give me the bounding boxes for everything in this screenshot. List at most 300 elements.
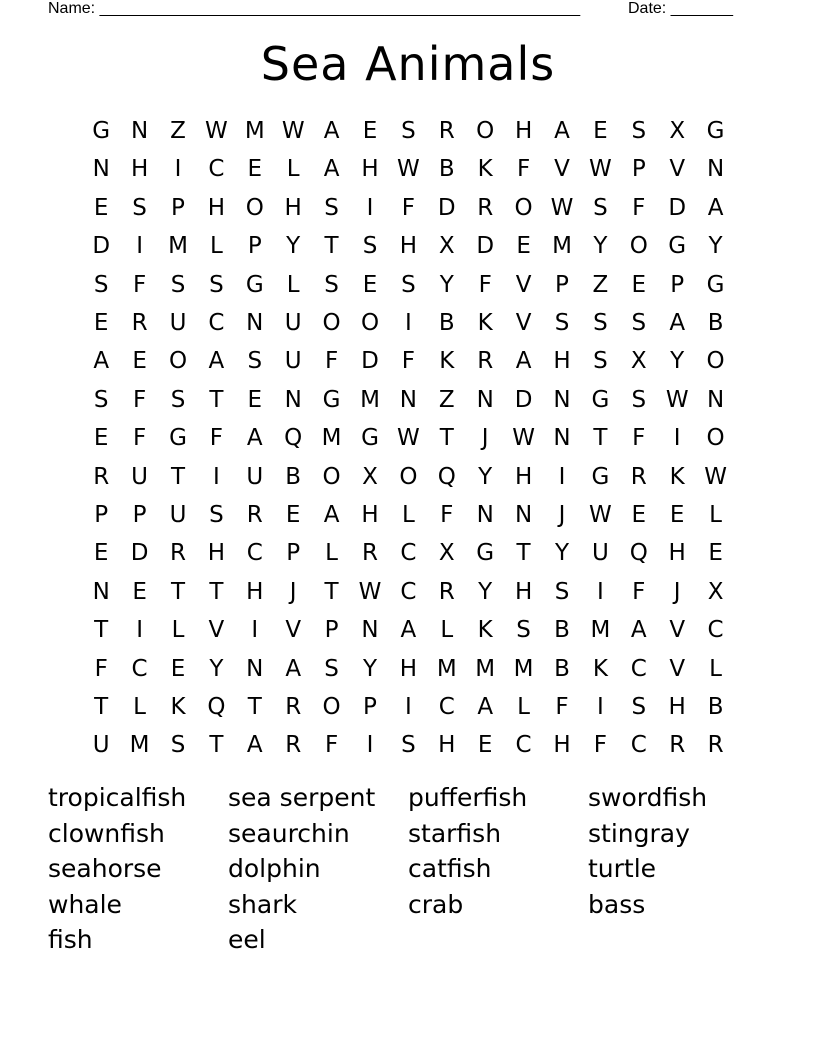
grid-letter[interactable]: T	[94, 617, 109, 644]
grid-letter[interactable]: Y	[362, 655, 378, 682]
grid-letter[interactable]: N	[246, 655, 264, 682]
grid-letter[interactable]: I	[136, 233, 143, 260]
grid-letter[interactable]: V	[285, 617, 302, 644]
grid-letter[interactable]: H	[553, 732, 571, 759]
grid-letter[interactable]: X	[630, 348, 647, 375]
grid-letter[interactable]: Y	[439, 271, 454, 298]
grid-letter[interactable]: O	[629, 233, 648, 260]
grid-letter[interactable]: A	[630, 617, 647, 644]
grid-letter[interactable]: M	[436, 655, 457, 682]
grid-letter[interactable]: O	[168, 348, 188, 375]
grid-letter[interactable]: T	[170, 578, 186, 605]
grid-letter[interactable]: P	[631, 156, 646, 183]
grid-letter[interactable]: G	[591, 463, 610, 490]
grid-letter[interactable]: G	[92, 118, 111, 144]
grid-letter[interactable]: L	[209, 233, 223, 260]
grid-letter[interactable]: E	[631, 502, 647, 528]
grid-letter[interactable]: P	[363, 694, 377, 720]
grid-letter[interactable]: A	[554, 118, 570, 144]
grid-letter[interactable]: O	[360, 310, 380, 336]
grid-letter[interactable]: W	[358, 578, 382, 605]
grid-letter[interactable]: Q	[629, 540, 648, 567]
grid-letter[interactable]: F	[94, 655, 108, 682]
grid-letter[interactable]: E	[247, 386, 263, 413]
word-list-item: bass	[588, 889, 646, 919]
grid-letter[interactable]: K	[669, 463, 685, 490]
grid-letter[interactable]: E	[362, 118, 378, 144]
grid-letter[interactable]: N	[284, 386, 302, 413]
grid-letter[interactable]: M	[552, 233, 572, 260]
grid-letter[interactable]: V	[669, 617, 686, 644]
grid-letter[interactable]: S	[170, 732, 186, 759]
grid-letter[interactable]: D	[92, 233, 111, 260]
grid-letter[interactable]: W	[512, 425, 535, 452]
grid-letter[interactable]: I	[251, 617, 259, 644]
grid-letter[interactable]: E	[93, 425, 109, 452]
grid-letter[interactable]: E	[708, 540, 723, 567]
grid-letter[interactable]: R	[707, 732, 724, 759]
grid-letter[interactable]: K	[477, 310, 493, 336]
grid-letter[interactable]: W	[589, 502, 612, 528]
grid-letter[interactable]: M	[129, 732, 150, 759]
grid-letter[interactable]: S	[247, 348, 263, 375]
grid-letter[interactable]: F	[632, 578, 646, 605]
grid-letter[interactable]: T	[209, 732, 224, 759]
grid-letter[interactable]: G	[591, 386, 610, 413]
grid-letter[interactable]: E	[285, 502, 301, 528]
grid-letter[interactable]: I	[673, 425, 681, 452]
grid-letter[interactable]: A	[323, 118, 340, 144]
grid-letter[interactable]: H	[361, 156, 379, 183]
grid-letter[interactable]: C	[707, 617, 724, 644]
grid-letter[interactable]: I	[404, 694, 412, 720]
grid-letter[interactable]: S	[401, 271, 416, 298]
grid-letter[interactable]: R	[93, 463, 110, 490]
grid-row	[82, 534, 734, 572]
grid-letter[interactable]: N	[476, 386, 494, 413]
grid-letter[interactable]: N	[706, 386, 725, 413]
grid-letter[interactable]: S	[362, 233, 378, 260]
grid-letter[interactable]: N	[476, 502, 494, 528]
grid-letter[interactable]: O	[322, 463, 341, 490]
grid-letter[interactable]: H	[246, 578, 264, 605]
grid-letter[interactable]: H	[130, 156, 149, 183]
grid-letter[interactable]: X	[438, 233, 455, 260]
grid-letter[interactable]: D	[130, 540, 149, 567]
grid-letter[interactable]: P	[171, 194, 185, 221]
grid-letter[interactable]: S	[132, 194, 147, 221]
grid-letter[interactable]: L	[517, 694, 530, 720]
grid-letter[interactable]: S	[401, 732, 416, 759]
grid-letter[interactable]: G	[361, 425, 379, 452]
grid-letter[interactable]: G	[476, 540, 495, 567]
grid-letter[interactable]: Z	[592, 271, 609, 298]
grid-letter[interactable]: U	[92, 732, 110, 759]
grid-letter[interactable]: S	[170, 271, 186, 298]
grid-letter[interactable]: A	[323, 502, 340, 528]
grid-letter[interactable]: R	[438, 578, 455, 605]
grid-letter[interactable]: P	[324, 617, 339, 644]
grid-letter[interactable]: E	[477, 732, 493, 759]
grid-letter[interactable]: S	[631, 386, 647, 413]
grid-letter[interactable]: R	[669, 732, 686, 759]
grid-letter[interactable]: H	[361, 502, 379, 528]
grid-letter[interactable]: E	[93, 310, 109, 336]
grid-letter[interactable]: S	[170, 386, 186, 413]
grid-letter[interactable]: K	[439, 348, 455, 375]
grid-letter[interactable]: R	[170, 540, 186, 567]
grid-letter[interactable]: N	[92, 578, 110, 605]
grid-letter[interactable]: C	[438, 694, 455, 720]
name-field[interactable]: Name: ______________________________________________________	[48, 0, 581, 17]
grid-letter[interactable]: I	[174, 156, 182, 183]
grid-letter[interactable]: X	[669, 118, 686, 144]
grid-letter[interactable]: C	[208, 156, 225, 183]
grid-letter[interactable]: C	[131, 655, 148, 682]
grid-letter[interactable]: R	[477, 194, 494, 221]
grid-letter[interactable]: M	[244, 118, 265, 144]
grid-letter[interactable]: C	[246, 540, 263, 567]
grid-letter[interactable]: E	[516, 233, 531, 260]
grid-letter[interactable]: W	[281, 118, 305, 144]
header	[48, 0, 748, 20]
grid-letter[interactable]: H	[668, 540, 686, 567]
grid-letter[interactable]: I	[404, 310, 412, 336]
grid-letter[interactable]: E	[631, 271, 647, 298]
grid-letter[interactable]: I	[596, 694, 604, 720]
grid-letter[interactable]: L	[440, 617, 454, 644]
grid-letter[interactable]: F	[209, 425, 223, 452]
grid-letter[interactable]: W	[704, 463, 727, 490]
grid-letter[interactable]: U	[169, 502, 187, 528]
grid-letter[interactable]: Q	[437, 463, 456, 490]
grid-letter[interactable]: I	[596, 578, 604, 605]
grid-letter[interactable]: F	[132, 271, 147, 298]
grid-letter[interactable]: C	[630, 732, 647, 759]
grid-letter[interactable]: V	[669, 655, 686, 682]
grid-letter[interactable]: O	[514, 194, 533, 221]
grid-letter[interactable]: M	[475, 655, 496, 682]
grid-letter[interactable]: S	[631, 694, 647, 720]
grid-letter[interactable]: S	[554, 310, 570, 336]
grid-letter[interactable]: R	[477, 348, 494, 375]
grid-letter[interactable]: P	[555, 271, 569, 298]
grid-letter[interactable]: A	[515, 348, 532, 375]
grid-letter[interactable]: W	[589, 156, 612, 183]
grid-letter[interactable]: F	[632, 194, 646, 221]
grid-letter[interactable]: U	[246, 463, 264, 490]
grid-letter[interactable]: R	[630, 463, 647, 490]
grid-letter[interactable]: V	[554, 156, 570, 183]
grid-letter[interactable]: L	[286, 271, 300, 298]
grid-letter[interactable]: W	[397, 156, 420, 183]
grid-letter[interactable]: Z	[438, 386, 455, 413]
grid-letter[interactable]: Y	[670, 348, 685, 375]
grid-letter[interactable]: Y	[478, 463, 493, 490]
word-list-item: pufferfish	[408, 783, 528, 812]
grid-letter[interactable]: D	[437, 194, 456, 221]
grid-letter[interactable]: N	[706, 156, 725, 183]
grid-letter[interactable]: F	[632, 425, 646, 452]
grid-letter[interactable]: A	[246, 425, 263, 452]
grid-letter[interactable]: S	[93, 386, 109, 413]
grid-row	[82, 650, 734, 688]
grid-letter[interactable]: O	[399, 463, 418, 490]
grid-letter[interactable]: E	[669, 502, 685, 528]
grid-letter[interactable]: T	[209, 386, 224, 413]
grid-letter[interactable]: T	[209, 578, 224, 605]
grid-letter[interactable]: E	[93, 194, 109, 221]
grid-letter[interactable]: E	[247, 156, 263, 183]
grid-letter[interactable]: N	[553, 386, 571, 413]
grid-letter[interactable]: X	[362, 463, 378, 490]
grid-letter[interactable]: G	[706, 118, 725, 144]
grid-letter[interactable]: A	[323, 156, 340, 183]
grid-letter[interactable]: C	[515, 732, 532, 759]
grid-letter[interactable]: Y	[554, 540, 570, 567]
grid-letter[interactable]: H	[399, 233, 418, 260]
word-list-item: tropicalfish	[48, 783, 187, 812]
grid-letter[interactable]: E	[593, 118, 608, 144]
grid-letter[interactable]: Q	[284, 425, 303, 452]
grid-letter[interactable]: G	[668, 233, 687, 260]
grid-letter[interactable]: H	[668, 694, 686, 720]
grid-letter[interactable]: A	[93, 348, 110, 375]
grid-letter[interactable]: T	[94, 694, 109, 720]
grid-letter[interactable]: G	[169, 425, 187, 452]
grid-letter[interactable]: L	[709, 655, 722, 682]
grid-letter[interactable]: I	[212, 463, 220, 490]
grid-letter[interactable]: T	[324, 578, 339, 605]
grid-letter[interactable]: Y	[593, 233, 608, 260]
grid-letter[interactable]: F	[324, 348, 339, 375]
grid-letter[interactable]: W	[665, 386, 689, 413]
grid-letter[interactable]: R	[438, 118, 455, 144]
grid-letter[interactable]: T	[593, 425, 608, 452]
grid-letter[interactable]: G	[322, 386, 341, 413]
grid-letter[interactable]: G	[245, 271, 264, 298]
grid-letter[interactable]: L	[325, 540, 338, 567]
grid-letter[interactable]: K	[170, 694, 186, 720]
grid-letter[interactable]: O	[322, 310, 341, 336]
grid-letter[interactable]: O	[245, 194, 264, 221]
grid-letter[interactable]: N	[130, 118, 149, 144]
grid-letter[interactable]: M	[513, 655, 534, 682]
grid-letter[interactable]: N	[361, 617, 379, 644]
grid-letter[interactable]: C	[400, 540, 417, 567]
grid-letter[interactable]: C	[208, 310, 225, 336]
grid-letter[interactable]: S	[209, 271, 224, 298]
grid-letter[interactable]: I	[136, 617, 143, 644]
grid-letter[interactable]: O	[706, 425, 725, 452]
grid-letter[interactable]: F	[401, 194, 415, 221]
grid-letter[interactable]: A	[707, 194, 724, 221]
grid-letter[interactable]: E	[170, 655, 186, 682]
grid-letter[interactable]: H	[553, 348, 571, 375]
grid-letter[interactable]: K	[592, 655, 608, 682]
grid-letter[interactable]: E	[132, 348, 147, 375]
grid-letter[interactable]: F	[555, 694, 569, 720]
grid-letter[interactable]: C	[630, 655, 647, 682]
grid-letter[interactable]: Y	[286, 233, 301, 260]
grid-letter[interactable]: I	[366, 194, 374, 221]
grid-letter[interactable]: Q	[207, 694, 226, 720]
grid-letter[interactable]: V	[515, 271, 532, 298]
grid-letter[interactable]: R	[131, 310, 148, 336]
grid-letter[interactable]: B	[438, 156, 455, 183]
grid-letter[interactable]: F	[132, 386, 147, 413]
grid-letter[interactable]: Y	[478, 578, 493, 605]
grid-letter[interactable]: F	[324, 732, 339, 759]
grid-letter[interactable]: P	[670, 271, 685, 298]
grid-letter[interactable]: J	[558, 502, 566, 528]
grid-letter[interactable]: A	[285, 655, 302, 682]
grid-letter[interactable]: S	[631, 118, 647, 144]
grid-letter[interactable]: U	[131, 463, 148, 490]
grid-letter[interactable]: K	[477, 156, 493, 183]
grid-letter[interactable]: F	[478, 271, 492, 298]
grid-letter[interactable]: E	[132, 578, 147, 605]
grid-letter[interactable]: Z	[170, 118, 186, 144]
grid-letter[interactable]: S	[593, 348, 608, 375]
grid-letter[interactable]: R	[362, 540, 378, 567]
grid-row	[82, 112, 734, 150]
grid-letter[interactable]: R	[246, 502, 263, 528]
grid-letter[interactable]: H	[438, 732, 456, 759]
grid-letter[interactable]: M	[590, 617, 611, 644]
word-list-item: stingray	[588, 818, 690, 848]
grid-letter[interactable]: J	[289, 578, 297, 605]
grid-letter[interactable]: S	[593, 194, 608, 221]
grid-letter[interactable]: J	[673, 578, 681, 605]
grid-letter[interactable]: N	[553, 425, 571, 452]
grid-letter[interactable]: T	[324, 233, 339, 260]
grid-letter[interactable]: M	[168, 233, 188, 260]
grid-letter[interactable]: W	[397, 425, 420, 452]
grid-letter[interactable]: T	[439, 425, 454, 452]
grid-letter[interactable]: N	[246, 310, 264, 336]
grid-letter[interactable]: X	[438, 540, 455, 567]
grid-letter[interactable]: H	[207, 540, 226, 567]
grid-letter[interactable]: H	[514, 578, 533, 605]
grid-letter[interactable]: G	[706, 271, 725, 298]
grid-letter[interactable]: N	[514, 502, 533, 528]
grid-letter[interactable]: T	[170, 463, 186, 490]
grid-letter[interactable]: C	[400, 578, 417, 605]
grid-letter[interactable]: I	[366, 732, 374, 759]
grid-letter[interactable]: A	[400, 617, 417, 644]
grid-letter[interactable]: S	[93, 271, 109, 298]
grid-letter[interactable]: P	[94, 502, 109, 528]
grid-letter[interactable]: D	[668, 194, 687, 221]
grid-letter[interactable]: D	[361, 348, 379, 375]
grid-letter[interactable]: S	[324, 271, 339, 298]
grid-letter[interactable]: A	[246, 732, 263, 759]
grid-letter[interactable]: F	[593, 732, 607, 759]
grid-letter[interactable]: L	[709, 502, 722, 528]
grid-letter[interactable]: T	[516, 540, 531, 567]
grid-letter[interactable]: L	[286, 156, 300, 183]
grid-letter[interactable]: U	[284, 348, 302, 375]
grid-letter[interactable]: V	[515, 310, 532, 336]
grid-letter[interactable]: D	[476, 233, 495, 260]
grid-letter[interactable]: H	[399, 655, 418, 682]
grid-letter[interactable]: O	[322, 694, 341, 720]
grid-letter[interactable]: X	[707, 578, 724, 605]
grid-letter[interactable]: A	[669, 310, 686, 336]
grid-letter[interactable]: Y	[209, 655, 224, 682]
grid-letter[interactable]: A	[208, 348, 225, 375]
grid-letter[interactable]: P	[132, 502, 147, 528]
grid-letter[interactable]: W	[550, 194, 574, 221]
grid-letter[interactable]: R	[285, 732, 302, 759]
grid-letter[interactable]: S	[401, 118, 416, 144]
grid-letter[interactable]: K	[477, 617, 493, 644]
grid-letter[interactable]: B	[554, 655, 570, 682]
grid-letter[interactable]: S	[631, 310, 647, 336]
grid-letter[interactable]: L	[171, 617, 185, 644]
grid-letter[interactable]: D	[514, 386, 533, 413]
grid-letter[interactable]: E	[93, 540, 109, 567]
grid-letter[interactable]: I	[558, 463, 566, 490]
grid-letter[interactable]: E	[362, 271, 378, 298]
grid-letter[interactable]: A	[477, 694, 494, 720]
grid-letter[interactable]: O	[706, 348, 725, 375]
grid-letter[interactable]: B	[707, 694, 724, 720]
grid-letter[interactable]: S	[516, 617, 531, 644]
grid-letter[interactable]: S	[554, 578, 570, 605]
grid-letter[interactable]: H	[207, 194, 226, 221]
grid-letter[interactable]: U	[284, 310, 302, 336]
grid-letter[interactable]: B	[285, 463, 302, 490]
grid-letter[interactable]: P	[286, 540, 301, 567]
grid-letter[interactable]: L	[401, 502, 415, 528]
grid-letter[interactable]: S	[324, 655, 339, 682]
grid-letter[interactable]: V	[669, 156, 686, 183]
grid-letter[interactable]: J	[481, 425, 489, 452]
grid-letter[interactable]: T	[247, 694, 262, 720]
grid-letter[interactable]: N	[399, 386, 417, 413]
grid-letter[interactable]: B	[438, 310, 455, 336]
grid-letter[interactable]: M	[321, 425, 342, 452]
grid-letter[interactable]: N	[92, 156, 110, 183]
grid-letter[interactable]: M	[360, 386, 380, 413]
grid-letter[interactable]: Y	[708, 233, 723, 260]
grid-letter[interactable]: F	[401, 348, 415, 375]
date-field[interactable]: Date: _______	[628, 0, 733, 17]
grid-letter[interactable]: S	[324, 194, 339, 221]
grid-letter[interactable]: F	[132, 425, 147, 452]
grid-letter[interactable]: B	[554, 617, 570, 644]
grid-letter[interactable]: R	[285, 694, 302, 720]
grid-letter[interactable]: H	[514, 463, 533, 490]
grid-letter[interactable]: S	[209, 502, 224, 528]
grid-letter[interactable]: H	[514, 118, 533, 144]
grid-letter[interactable]: S	[593, 310, 608, 336]
grid-letter[interactable]: U	[169, 310, 187, 336]
grid-letter[interactable]: L	[133, 694, 146, 720]
grid-letter[interactable]: P	[247, 233, 262, 260]
grid-letter[interactable]: U	[591, 540, 609, 567]
word-list-item: shark	[228, 889, 297, 919]
grid-letter[interactable]: B	[707, 310, 724, 336]
grid-letter[interactable]: F	[516, 156, 531, 183]
grid-letter[interactable]: W	[205, 118, 228, 144]
grid-letter[interactable]: H	[284, 194, 302, 221]
grid-letter[interactable]: O	[476, 118, 495, 144]
grid-letter[interactable]: F	[440, 502, 454, 528]
grid-letter[interactable]: V	[208, 617, 225, 644]
